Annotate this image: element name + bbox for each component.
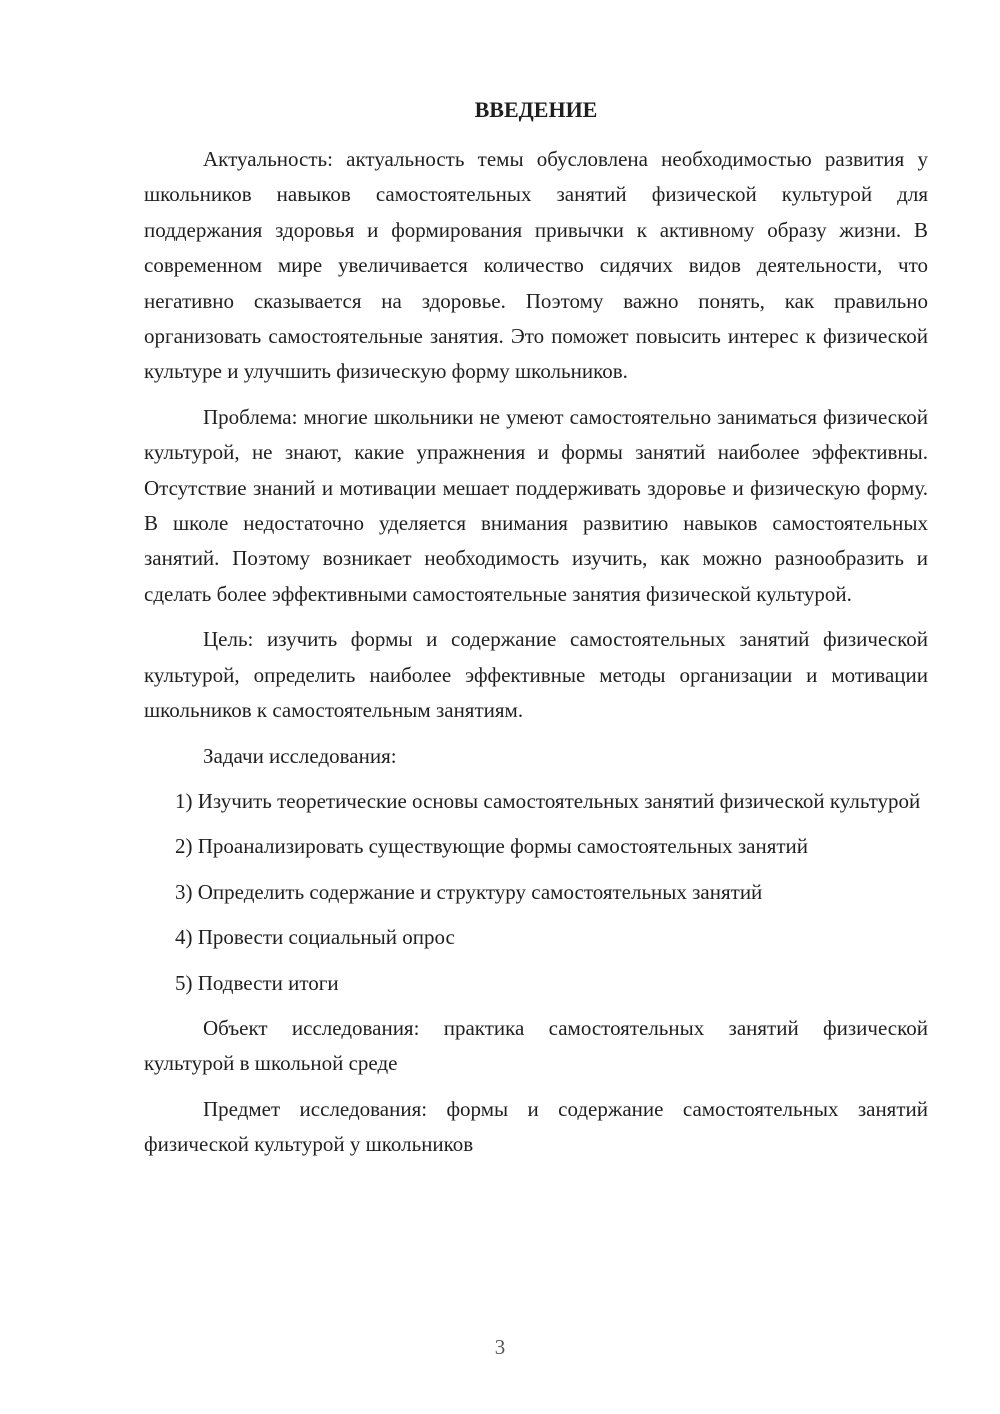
task-item-2: 2) Проанализировать существующие формы самостоятельных занятий (175, 834, 809, 859)
section-title: ВВЕДЕНИЕ (474, 97, 598, 122)
paragraph-relevance: Актуальность: актуальность темы обусловлена необходимостью развития у школьников навыков самостоятельных занятий физической культурой для поддержания здоровья и формирования привычки к активному образу жизни. В современном мире увеличивается количество сидячих видов деятельности, что негативно сказывается на здоровье. Поэтому важно понять, как правильно организовать самостоятельные занятия. Это поможет повысить интерес к физической культуре и улучшить физическую форму школьников. (144, 147, 928, 384)
task-item-5: 5) Подвести итоги (175, 970, 339, 995)
task-item-4: 4) Провести социальный опрос (175, 925, 455, 950)
paragraph-goal: Цель: изучить формы и содержание самостоятельных занятий физической культурой, определить наиболее эффективные методы организации и мотивации школьников к самостоятельным занятиям. (144, 627, 928, 723)
paragraph-subject: Предмет исследования: формы и содержание самостоятельных занятий физической культурой у школьников (144, 1096, 928, 1157)
paragraph-problem: Проблема: многие школьники не умеют самостоятельно заниматься физической культурой, не знают, какие упражнения и формы занятий наиболее эффективны. Отсутствие знаний и мотивации мешает поддерживать здоровье и физическую форму. В школе недостаточно уделяется внимания развитию навыков самостоятельных занятий. Поэтому возникает необходимость изучить, как можно разнообразить и сделать более эффективными самостоятельные занятия физической культурой. (144, 404, 928, 606)
task-item-3: 3) Определить содержание и структуру самостоятельных занятий (175, 879, 763, 904)
page-number: 3 (494, 1335, 506, 1359)
task-item-1: 1) Изучить теоретические основы самостоятельных занятий физической культурой (175, 788, 921, 813)
page-content (144, 96, 928, 1173)
paragraph-tasks-heading: Задачи исследования: (203, 743, 397, 768)
paragraph-object: Объект исследования: практика самостоятельных занятий физической культурой в школьной среде (144, 1015, 928, 1076)
